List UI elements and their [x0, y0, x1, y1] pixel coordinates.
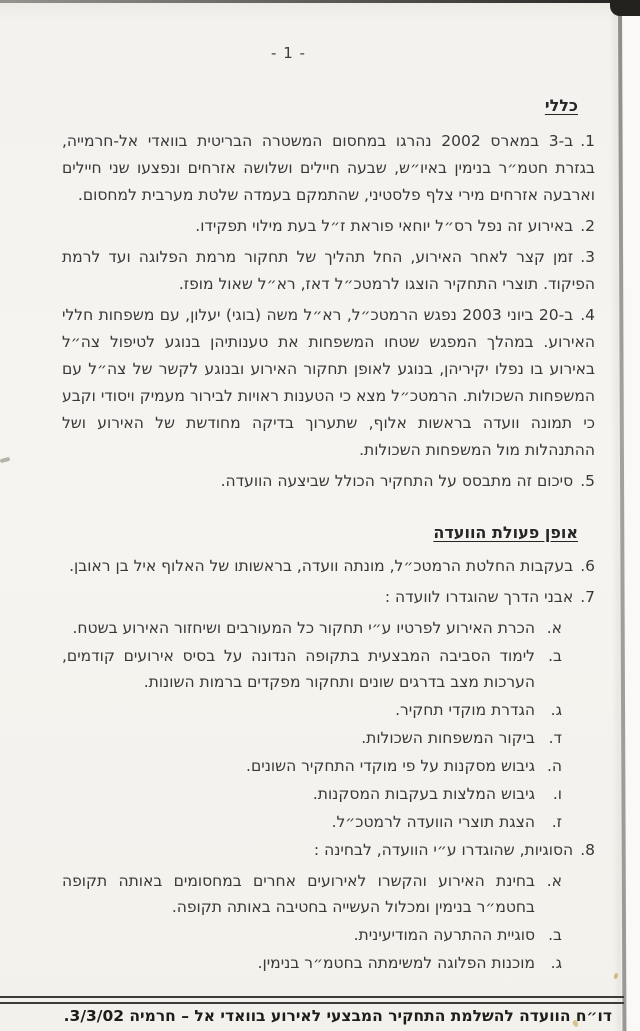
sub-list-item-8a [62, 868, 562, 920]
item-number: 2. [580, 217, 595, 235]
footer-double-rule [0, 996, 624, 1004]
sub-list-item-8b [62, 922, 562, 948]
sub-item-text: ביקור המשפחות השכולות. [361, 729, 535, 747]
list-item-8 [62, 837, 595, 864]
sub-list-item-7d [62, 725, 562, 751]
item-number: 5. [580, 472, 595, 490]
sub-list-item-7a [62, 615, 562, 641]
item-text: באירוע זה נפל רס״ל יוחאי פוראת ז״ל בעת מילוי תפקידו. [195, 217, 574, 235]
list-item-2 [62, 213, 595, 240]
item-number: 7. [580, 588, 595, 606]
footer-text: דו״ח הוועדה להשלמת התחקיר המבצעי לאירוע בוואדי אל – חרמיה 3/3/02. [63, 1007, 612, 1025]
item-number: 6. [580, 557, 595, 575]
list-item-7 [62, 584, 595, 611]
item-text: זמן קצר לאחר האירוע, החל תהליך של תחקור מרמת הפלוגה ועד לרמת הפיקוד. תוצרי התחקיר הוצגו לרמטכ״ל דאז, רא״ל שאול מופז. [62, 248, 595, 293]
item-number: 3. [580, 248, 595, 266]
sub-list-item-7f [62, 781, 562, 807]
sub-item-text: הגדרת מוקדי תחקיר. [395, 701, 535, 719]
list-item-5 [62, 468, 595, 495]
sub-item-letter: ו. [552, 785, 562, 803]
item-text: סיכום זה מתבסס על התחקיר הכולל שביצעה הוועדה. [220, 472, 574, 490]
sub-item-text: סוגיית ההתרעה המודיעינית. [353, 926, 535, 944]
sub-item-text: הכרת האירוע לפרטיו ע״י תחקור כל המעורבים ושיחזור האירוע בשטח. [72, 619, 535, 637]
item-number: 8. [580, 841, 595, 859]
sub-item-letter: ב. [548, 647, 562, 665]
sub-item-letter: א. [546, 872, 562, 890]
sub-item-letter: ב. [548, 926, 562, 944]
sub-item-text: הצגת תוצרי הוועדה לרמטכ״ל. [331, 813, 535, 831]
item-text: ב-20 ביוני 2003 נפגש הרמטכ״ל, רא״ל משה (בוגי) יעלון, עם משפחות חללי האירוע. במהלך המפגש שטחו המשפחות את טענותיהן בנוגע לטיפול צה״ל באירוע בו נפלו יקיריהן, בנוגע לאופן תחקור האירוע ובנוגע לקשר של צה״ל עם המשפחות השכולות. הרמטכ״ל מצא כי הטענות ראויות לבירור מעמיק ויסודי וקבע כי תמונה וועדה בראשות אלוף, שתערוך בדיקה מחודשת של האירוע ושל ההתנהלות מול המשפחות השכולות. [62, 306, 595, 459]
item-text: ב-3 במארס 2002 נהרגו במחסום המשטרה הבריטית בוואדי אל-חרמייה, בגזרת חטמ״ר בנימין באיו״ש, שבעה חיילים ושלושה אזרחים ונפצעו שני חיילים וארבעה אזרחים מירי צלף פלסטיני, שהתמקם בעמדה שלטת מערבית למחסום. [62, 132, 595, 204]
sub-list-item-7b [62, 643, 562, 695]
sub-list-item-7c [62, 697, 562, 723]
sub-item-text: גיבוש המלצות בעקבות המסקנות. [312, 785, 535, 803]
section-heading-committee-operation: אופן פעולת הוועדה [433, 523, 578, 542]
sub-item-text: בחינת האירוע והקשרו לאירועים אחרים במחסומים באותה תקופה בחטמ״ר בנימין ומכלול העשייה בחטיבה באותה תקופה. [62, 872, 535, 916]
sub-item-letter: ג. [550, 701, 562, 719]
sub-item-text: מוכנות הפלוגה למשימתה בחטמ״ר בנימין. [257, 954, 535, 972]
item-number: 1. [580, 132, 595, 150]
item-text: אבני הדרך שהוגדרו לוועדה : [384, 588, 574, 606]
sub-item-text: גיבוש מסקנות על פי מוקדי התחקיר השונים. [246, 757, 535, 775]
section-heading-general: כללי [544, 96, 578, 115]
sub-item-letter: א. [546, 619, 562, 637]
sub-item-letter: ז. [551, 813, 562, 831]
list-item-3 [62, 244, 595, 298]
item-number: 4. [580, 306, 595, 324]
sub-item-letter: ד. [548, 729, 562, 747]
list-item-6 [62, 553, 595, 580]
page-number: - 1 - [271, 44, 306, 62]
sub-list-item-8c [62, 950, 562, 976]
item-text: בעקבות החלטת הרמטכ״ל, מונתה וועדה, בראשותו של האלוף איל בן ראובן. [69, 557, 574, 575]
sub-item-text: לימוד הסביבה המבצעית בתקופה הנדונה על בסיס אירועים קודמים, הערכות מצב בדרגים שונים ותחקור מפקדים ברמות השונות. [62, 647, 535, 691]
list-item-1 [62, 128, 595, 209]
sub-list-item-7g [62, 809, 562, 835]
sub-item-letter: ג. [550, 954, 562, 972]
item-text: הסוגיות, שהוגדרו ע״י הוועדה, לבחינה : [313, 841, 574, 859]
list-item-4 [62, 302, 595, 464]
sub-list-item-7e [62, 753, 562, 779]
sub-item-letter: ה. [546, 757, 562, 775]
page-footer [0, 996, 624, 1031]
